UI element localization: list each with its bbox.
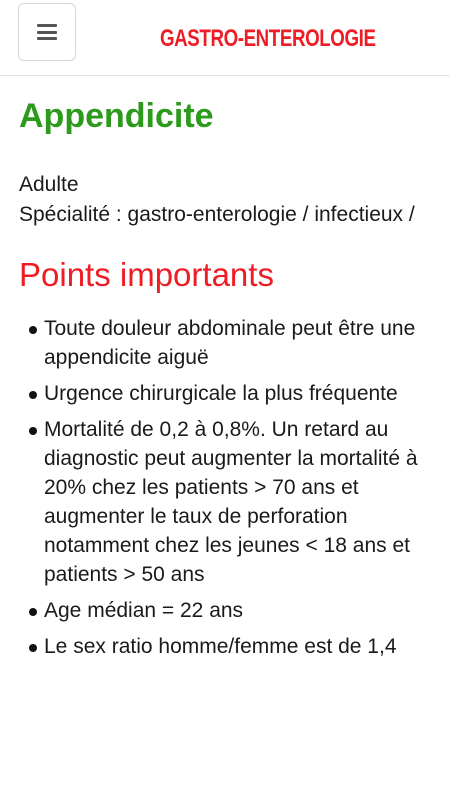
top-navbar [0,0,450,76]
list-item-text: Urgence chirurgicale la plus fréquente [44,382,398,405]
speciality-label: Spécialité : gastro-enterologie / infectieux / [19,203,415,226]
list-item-text: Le sex ratio homme/femme est de 1,4 [44,635,397,658]
hamburger-menu-icon [37,24,57,40]
bullet-icon [29,326,37,334]
menu-button[interactable] [18,3,76,61]
bullet-icon [29,391,37,399]
page-title: Appendicite [19,97,214,135]
list-item-text: Toute douleur abdominale peut être une appendicite aiguë [44,317,416,369]
list-item [29,314,432,372]
brand-logo[interactable]: GASTRO-ENTEROLOGIE [160,25,376,52]
page-meta [19,170,432,230]
important-points-list [19,314,432,661]
bullet-icon [29,644,37,652]
list-item [29,632,432,661]
list-item [29,415,432,589]
bullet-icon [29,608,37,616]
list-item-text: Age médian = 22 ans [44,599,244,622]
main-content [0,94,450,661]
list-item [29,379,432,408]
section-title: Points importants [19,256,274,293]
list-item-text: Mortalité de 0,2 à 0,8%. Un retard au diagnostic peut augmenter la mortalité à 20% chez les patients > 70 ans et augmenter le taux de perforation notamment chez les jeunes < 18 ans et patients > 50 ans [44,418,418,586]
population-label: Adulte [19,173,79,196]
list-item [29,596,432,625]
bullet-icon [29,427,37,435]
